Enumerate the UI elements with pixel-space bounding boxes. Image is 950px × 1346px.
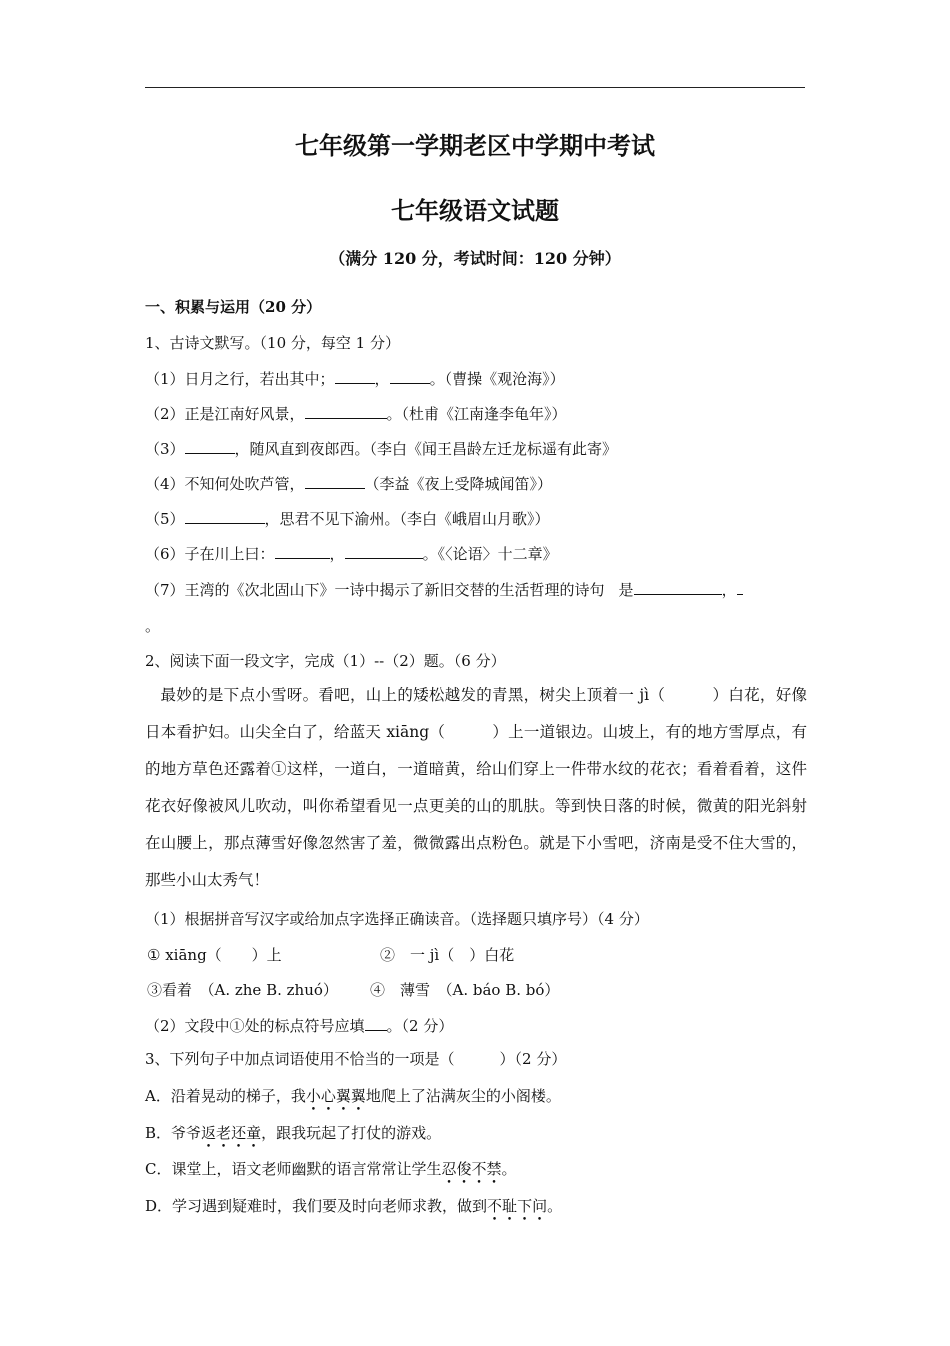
emphasis-char: 忍 — [441, 1160, 457, 1178]
q2-option-2: ② 一 jì（ ）白花 — [380, 946, 515, 964]
q1-item-5 — [145, 508, 550, 529]
q2-sub2 — [145, 1015, 453, 1036]
answer-blank[interactable] — [305, 473, 365, 489]
q1-item-2-source: 。（杜甫《江南逢李龟年》） — [386, 405, 567, 423]
exam-subtitle: 七年级语文试题 — [391, 196, 559, 225]
section-heading: 一、积累与运用（20 分） — [145, 298, 322, 316]
emphasis-char: 俊 — [456, 1160, 472, 1178]
q3-d-pre: D．学习遇到疑难时，我们要及时向老师求教，做到 — [145, 1197, 488, 1215]
q2-sub2-score: 。（2 分） — [386, 1017, 454, 1035]
q1-item-3-text: （3） — [145, 440, 185, 458]
q2-sub2-text: （2）文段中①处的标点符号应填 — [145, 1017, 365, 1035]
q1-item-2 — [145, 403, 567, 424]
q2-option-1: ① xiāng（ ）上 — [147, 946, 282, 964]
emphasis-char: 耻 — [502, 1197, 518, 1215]
q3-stem: 3、下列句子中加点词语使用不恰当的一项是（ ）（2 分） — [145, 1050, 567, 1068]
q3-a-pre: A．沿着晃动的梯子，我 — [145, 1087, 306, 1105]
emphasis-char: 老 — [216, 1124, 232, 1142]
answer-blank[interactable] — [185, 438, 235, 454]
q1-item-6 — [145, 543, 558, 564]
emphasis-char: 返 — [201, 1124, 217, 1142]
q1-item-7-is: 是 — [618, 581, 634, 599]
q3-d-post: 。 — [547, 1197, 563, 1215]
q3-c-pre: C．课堂上，语文老师幽默的语言常常让学生 — [145, 1160, 442, 1178]
answer-blank[interactable] — [185, 508, 265, 524]
q1-item-6-sep: ， — [329, 545, 345, 563]
answer-blank[interactable] — [345, 543, 423, 559]
emphasis-char: 不 — [471, 1160, 487, 1178]
q3-option-c — [145, 1159, 517, 1179]
emphasis-char: 小 — [305, 1087, 321, 1105]
answer-blank[interactable] — [335, 368, 375, 384]
q1-item-7-sep: ， — [721, 581, 737, 599]
q1-item-6-text: （6）子在川上曰： — [145, 545, 275, 563]
q3-a-word — [306, 1087, 366, 1105]
emphasis-char: 童 — [246, 1124, 262, 1142]
answer-blank[interactable] — [634, 579, 722, 595]
emphasis-char: 翼 — [350, 1087, 366, 1105]
q1-item-2-text: （2）正是江南好风景， — [145, 405, 305, 423]
q2-option-4: ④ 薄雪 （A. báo B. bó） — [370, 981, 560, 999]
q3-option-d — [145, 1196, 562, 1216]
emphasis-char: 还 — [231, 1124, 247, 1142]
q1-stem: 1、古诗文默写。（10 分，每空 1 分） — [145, 334, 400, 352]
q1-item-3 — [145, 438, 617, 459]
emphasis-char: 问 — [532, 1197, 548, 1215]
q2-sub1: （1）根据拼音写汉字或给加点字选择正确读音。（选择题只填序号）（4 分） — [145, 910, 649, 928]
q1-item-4-text: （4）不知何处吹芦管， — [145, 475, 305, 493]
header-rule — [145, 87, 805, 88]
q3-b-post: ，跟我玩起了打仗的游戏。 — [261, 1124, 442, 1142]
answer-blank[interactable] — [737, 579, 743, 595]
answer-blank[interactable] — [275, 543, 330, 559]
exam-note: （满分 120 分，考试时间：120 分钟） — [329, 249, 621, 268]
q1-item-4-source: （李益《夜上受降城闻笛》） — [364, 475, 553, 493]
exam-title: 七年级第一学期老区中学期中考试 — [295, 131, 655, 160]
q1-item-1 — [145, 368, 565, 389]
emphasis-char: 翼 — [335, 1087, 351, 1105]
q1-item-6-source: 。《〈论语〉十二章》 — [422, 545, 558, 563]
q1-item-5-text: （5） — [145, 510, 185, 528]
q3-c-word — [441, 1160, 501, 1178]
q2-stem: 2、阅读下面一段文字，完成（1）--（2）题。（6 分） — [145, 652, 506, 670]
emphasis-char: 心 — [320, 1087, 336, 1105]
q1-item-3-source: ，随风直到夜郎西。（李白《闻王昌龄左迁龙标遥有此寄》 — [234, 440, 618, 458]
q3-option-a — [145, 1086, 561, 1106]
answer-blank[interactable] — [390, 368, 430, 384]
q1-item-1-source: 。（曹操《观沧海》） — [429, 370, 565, 388]
emphasis-char: 不 — [487, 1197, 503, 1215]
q1-item-7-text: （7）王湾的《次北固山下》一诗中揭示了新旧交替的生活哲理的诗句 — [145, 581, 605, 599]
emphasis-char: 禁 — [486, 1160, 502, 1178]
q1-item-1-text: （1）日月之行，若出其中； — [145, 370, 335, 388]
answer-blank[interactable] — [365, 1015, 387, 1031]
answer-blank[interactable] — [305, 403, 387, 419]
q2-option-3: ③看着 （A. zhe B. zhuó） — [147, 981, 338, 999]
q3-b-word — [201, 1124, 261, 1142]
q3-c-post: 。 — [501, 1160, 517, 1178]
q1-item-7 — [145, 579, 743, 600]
q1-item-7-end: 。 — [145, 617, 161, 635]
q3-d-word — [487, 1197, 547, 1215]
q1-item-5-source: ，思君不见下渝州。（李白《峨眉山月歌》） — [264, 510, 550, 528]
q3-b-pre: B．爷爷 — [145, 1124, 202, 1142]
q1-item-4 — [145, 473, 552, 494]
emphasis-char: 下 — [517, 1197, 533, 1215]
q2-passage: 最妙的是下点小雪呀。看吧，山上的矮松越发的青黑，树尖上顶着一 jì（ ）白花，好像日本看护妇。山尖全白了，给蓝天 xiāng（ ）上一道银边。山坡上，有的地方雪厚点，有的地方草色还露着①这样，一道白，一道暗黄，给山们穿上一件带水纹的花衣；看着看着，这件花衣好像被风儿吹动，叫你希望看见一点更美的山的肌肤。等到快日落的时候，微黄的阳光斜射在山腰上，那点薄雪好像忽然害了羞，微微露出点粉色。就是下小雪吧，济南是受不住大雪的，那些小山太秀气！ — [145, 686, 807, 889]
q3-option-b — [145, 1123, 441, 1143]
q1-item-1-sep: ， — [374, 370, 390, 388]
q3-a-post: 地爬上了沾满灰尘的小阁楼。 — [365, 1087, 561, 1105]
